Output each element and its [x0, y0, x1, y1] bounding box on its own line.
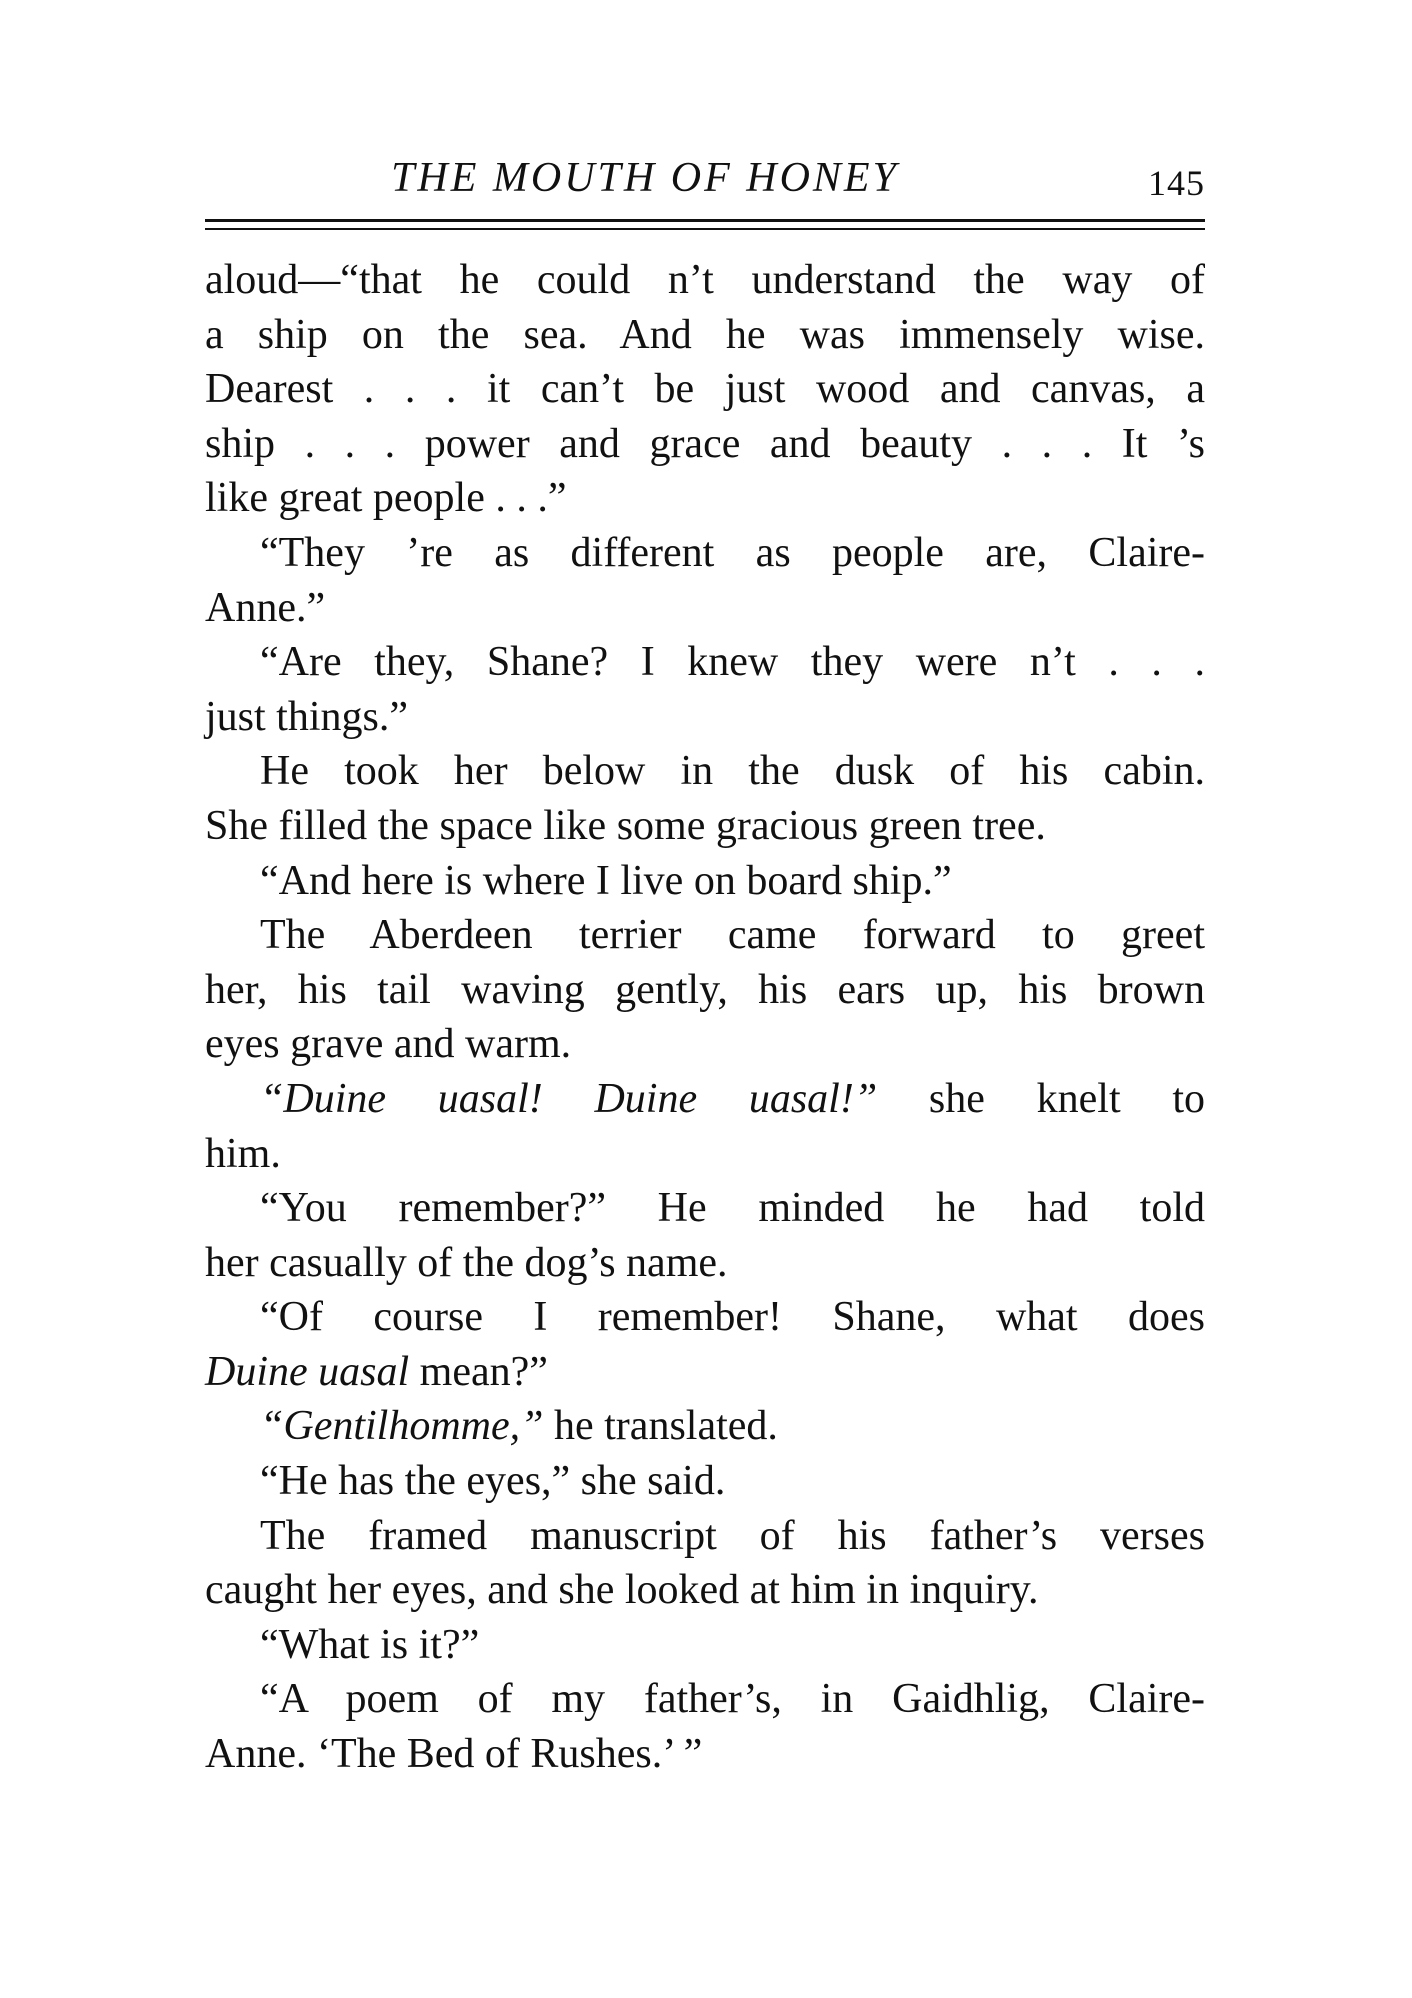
paragraph	[205, 1509, 1205, 1618]
paragraph	[205, 635, 1205, 744]
text-line: Anne. ‘The Bed of Rushes.’ ”	[205, 1731, 703, 1778]
page-number: 145	[1148, 163, 1205, 203]
text-line	[205, 1072, 1205, 1127]
text-line: “What is it?”	[260, 1621, 480, 1668]
text-line: eyes grave and warm.	[205, 1021, 572, 1068]
paragraph	[205, 744, 1205, 853]
text-line: “They ’re as different as people are, Claire-	[260, 529, 1205, 576]
paragraph	[205, 1618, 1205, 1673]
italic-phrase: “Duine uasal! Duine uasal!”	[260, 1075, 878, 1122]
text-fragment: she knelt to	[877, 1075, 1206, 1122]
paragraph	[205, 1672, 1205, 1781]
text-line: just things.”	[205, 693, 409, 740]
text-line: The Aberdeen terrier came forward to greet	[260, 912, 1205, 959]
text-line: him.	[205, 1130, 281, 1177]
text-line: caught her eyes, and she looked at him in inquiry.	[205, 1567, 1039, 1614]
header-rule-thick	[205, 219, 1205, 222]
text-line: “And here is where I live on board ship.”	[260, 857, 952, 904]
text-fragment: mean?”	[409, 1348, 548, 1395]
text-line: her casually of the dog’s name.	[205, 1239, 728, 1286]
text-line: She filled the space like some gracious green tree.	[205, 802, 1046, 849]
paragraph	[205, 908, 1205, 1072]
paragraph	[205, 1454, 1205, 1509]
text-line: “A poem of my father’s, in Gaidhlig, Claire-	[260, 1676, 1205, 1723]
paragraph	[205, 253, 1205, 526]
italic-phrase: Duine uasal	[205, 1348, 410, 1395]
paragraph	[205, 1399, 1205, 1454]
running-title: THE MOUTH OF HONEY	[391, 155, 899, 201]
paragraph	[205, 1072, 1205, 1181]
paragraph	[205, 1181, 1205, 1290]
paragraph	[205, 1290, 1205, 1399]
text-line: like great people . . .”	[205, 475, 567, 522]
text-line: Anne.”	[205, 584, 326, 631]
text-line: “Are they, Shane? I knew they were n’t . . .	[260, 639, 1205, 686]
text-line: The framed manuscript of his father’s verses	[260, 1512, 1205, 1559]
italic-phrase: “Gentilhomme,”	[260, 1403, 544, 1450]
text-line: “You remember?” He minded he had told	[260, 1185, 1205, 1232]
body-text	[205, 253, 1205, 1782]
paragraph	[205, 526, 1205, 635]
paragraph	[205, 854, 1205, 909]
text-fragment: he translated.	[543, 1403, 778, 1450]
running-head	[205, 150, 1205, 210]
text-line: a ship on the sea. And he was immensely wise.	[205, 311, 1205, 358]
text-line: “Of course I remember! Shane, what does	[260, 1294, 1205, 1341]
text-line: ship . . . power and grace and beauty . . . It ’s	[205, 420, 1205, 467]
text-line	[205, 1345, 1205, 1400]
text-line: her, his tail waving gently, his ears up, his brown	[205, 966, 1205, 1013]
text-line	[205, 1399, 1205, 1454]
header-rule-thin	[205, 228, 1205, 230]
text-line: He took her below in the dusk of his cabin.	[260, 748, 1205, 795]
text-line: aloud—“that he could n’t understand the way of	[205, 257, 1205, 303]
text-line: Dearest . . . it can’t be just wood and canvas, a	[205, 366, 1205, 413]
text-line: “He has the eyes,” she said.	[260, 1458, 726, 1505]
